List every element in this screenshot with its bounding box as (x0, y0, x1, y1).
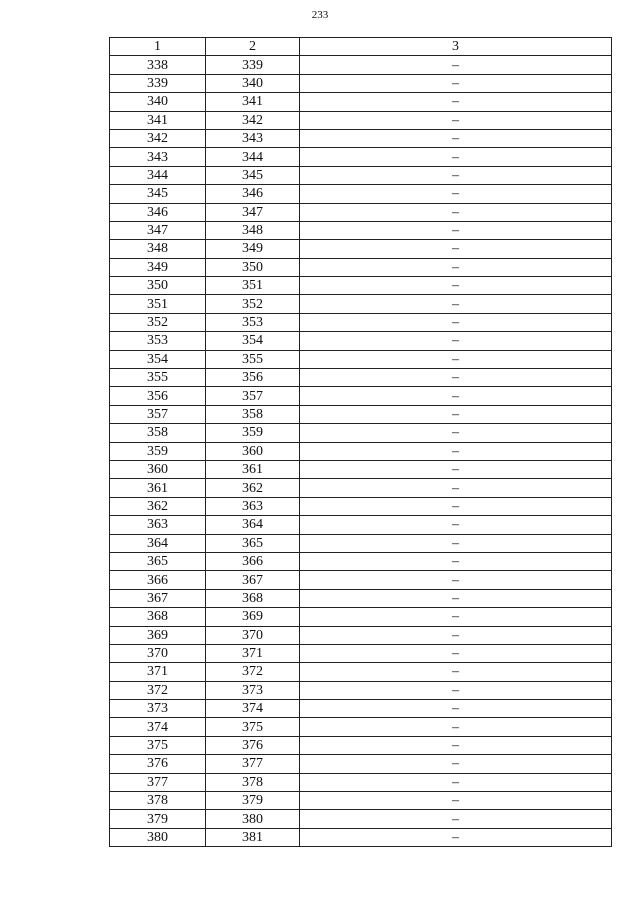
table-cell-col-2: 348 (206, 221, 300, 239)
table-cell-col-2: 347 (206, 203, 300, 221)
table-cell-col-2: 377 (206, 755, 300, 773)
table-row (110, 203, 612, 221)
table-cell-col-3: – (300, 497, 612, 515)
table-cell-col-1: 375 (110, 736, 206, 754)
table-row (110, 185, 612, 203)
table-cell-col-2: 357 (206, 387, 300, 405)
table-cell-col-2: 339 (206, 56, 300, 74)
table-row (110, 277, 612, 295)
table-cell-col-1: 340 (110, 93, 206, 111)
table-cell-col-1: 357 (110, 405, 206, 423)
table-row (110, 56, 612, 74)
table-cell-col-2: 353 (206, 313, 300, 331)
table-row (110, 313, 612, 331)
page-number: 233 (311, 9, 329, 21)
table-row (110, 369, 612, 387)
table-cell-col-2: 372 (206, 663, 300, 681)
table-cell-col-2: 343 (206, 129, 300, 147)
table-cell-col-2: 354 (206, 332, 300, 350)
table-cell-col-1: 352 (110, 313, 206, 331)
table-row (110, 718, 612, 736)
table-cell-col-2: 366 (206, 552, 300, 570)
table-body (110, 56, 612, 847)
table-cell-col-3: – (300, 479, 612, 497)
table-row (110, 626, 612, 644)
table-cell-col-3: – (300, 626, 612, 644)
table-cell-col-1: 348 (110, 240, 206, 258)
table-cell-col-3: – (300, 442, 612, 460)
table-cell-col-1: 351 (110, 295, 206, 313)
table-cell-col-3: – (300, 240, 612, 258)
table-row (110, 111, 612, 129)
table-row (110, 773, 612, 791)
column-header-1: 1 (110, 38, 206, 56)
table-cell-col-3: – (300, 405, 612, 423)
table-cell-col-2: 365 (206, 534, 300, 552)
table-cell-col-2: 359 (206, 424, 300, 442)
table-cell-col-3: – (300, 369, 612, 387)
table-cell-col-2: 350 (206, 258, 300, 276)
table-row (110, 681, 612, 699)
table-cell-col-2: 358 (206, 405, 300, 423)
table-row (110, 516, 612, 534)
table-cell-col-3: – (300, 221, 612, 239)
table-cell-col-3: – (300, 424, 612, 442)
table-row (110, 828, 612, 846)
table-cell-col-2: 360 (206, 442, 300, 460)
table-cell-col-3: – (300, 203, 612, 221)
table-cell-col-3: – (300, 74, 612, 92)
table-cell-col-2: 375 (206, 718, 300, 736)
table-cell-col-2: 346 (206, 185, 300, 203)
table-cell-col-3: – (300, 185, 612, 203)
table-cell-col-1: 360 (110, 460, 206, 478)
table-row (110, 736, 612, 754)
table-cell-col-2: 367 (206, 571, 300, 589)
table-row (110, 148, 612, 166)
data-table (109, 37, 612, 847)
table-cell-col-2: 349 (206, 240, 300, 258)
table-cell-col-2: 379 (206, 792, 300, 810)
table-row (110, 608, 612, 626)
table-cell-col-3: – (300, 755, 612, 773)
header-row (110, 38, 612, 56)
table-row (110, 460, 612, 478)
table-cell-col-1: 339 (110, 74, 206, 92)
column-header-3: 3 (300, 38, 612, 56)
table-cell-col-1: 372 (110, 681, 206, 699)
table-cell-col-3: – (300, 350, 612, 368)
table-row (110, 166, 612, 184)
table-cell-col-2: 378 (206, 773, 300, 791)
table-cell-col-2: 344 (206, 148, 300, 166)
table-cell-col-3: – (300, 277, 612, 295)
table-cell-col-2: 369 (206, 608, 300, 626)
table-cell-col-1: 349 (110, 258, 206, 276)
table-cell-col-3: – (300, 93, 612, 111)
table-cell-col-3: – (300, 258, 612, 276)
table-cell-col-2: 352 (206, 295, 300, 313)
table-row (110, 792, 612, 810)
table-cell-col-2: 356 (206, 369, 300, 387)
table-cell-col-1: 364 (110, 534, 206, 552)
table-cell-col-3: – (300, 534, 612, 552)
table-row (110, 497, 612, 515)
table-row (110, 258, 612, 276)
table-cell-col-1: 374 (110, 718, 206, 736)
table-cell-col-1: 345 (110, 185, 206, 203)
table-cell-col-1: 377 (110, 773, 206, 791)
table-cell-col-3: – (300, 773, 612, 791)
table-cell-col-1: 344 (110, 166, 206, 184)
table-cell-col-3: – (300, 56, 612, 74)
table-cell-col-3: – (300, 552, 612, 570)
table-row (110, 700, 612, 718)
table-cell-col-2: 371 (206, 644, 300, 662)
table-cell-col-2: 368 (206, 589, 300, 607)
table-cell-col-2: 345 (206, 166, 300, 184)
table-cell-col-2: 364 (206, 516, 300, 534)
table-row (110, 93, 612, 111)
table-cell-col-3: – (300, 166, 612, 184)
table-cell-col-1: 350 (110, 277, 206, 295)
table-row (110, 755, 612, 773)
table-cell-col-1: 359 (110, 442, 206, 460)
table-cell-col-3: – (300, 295, 612, 313)
table-cell-col-1: 378 (110, 792, 206, 810)
table-cell-col-3: – (300, 681, 612, 699)
table-cell-col-3: – (300, 516, 612, 534)
table-row (110, 534, 612, 552)
table-row (110, 332, 612, 350)
table-row (110, 442, 612, 460)
table-row (110, 405, 612, 423)
table-cell-col-1: 347 (110, 221, 206, 239)
table-cell-col-3: – (300, 663, 612, 681)
column-header-2: 2 (206, 38, 300, 56)
table-cell-col-1: 366 (110, 571, 206, 589)
table-row (110, 295, 612, 313)
table-cell-col-1: 367 (110, 589, 206, 607)
table-cell-col-3: – (300, 608, 612, 626)
table-cell-col-2: 351 (206, 277, 300, 295)
table-cell-col-1: 379 (110, 810, 206, 828)
table-cell-col-3: – (300, 718, 612, 736)
table-cell-col-1: 361 (110, 479, 206, 497)
table-cell-col-1: 363 (110, 516, 206, 534)
table-cell-col-1: 362 (110, 497, 206, 515)
table-cell-col-1: 365 (110, 552, 206, 570)
table-cell-col-3: – (300, 810, 612, 828)
table-row (110, 589, 612, 607)
table-row (110, 221, 612, 239)
table-row (110, 810, 612, 828)
table-cell-col-3: – (300, 571, 612, 589)
table-cell-col-1: 354 (110, 350, 206, 368)
table-cell-col-2: 380 (206, 810, 300, 828)
table-cell-col-3: – (300, 332, 612, 350)
table-cell-col-1: 346 (110, 203, 206, 221)
table-row (110, 663, 612, 681)
table-cell-col-2: 340 (206, 74, 300, 92)
table-row (110, 387, 612, 405)
table-cell-col-1: 376 (110, 755, 206, 773)
table-cell-col-2: 373 (206, 681, 300, 699)
table-row (110, 74, 612, 92)
table-cell-col-2: 376 (206, 736, 300, 754)
table-row (110, 552, 612, 570)
table-row (110, 571, 612, 589)
table-cell-col-3: – (300, 148, 612, 166)
table-cell-col-2: 342 (206, 111, 300, 129)
table-row (110, 350, 612, 368)
table-cell-col-1: 373 (110, 700, 206, 718)
table-cell-col-3: – (300, 644, 612, 662)
table-row (110, 129, 612, 147)
table-cell-col-3: – (300, 111, 612, 129)
table-row (110, 479, 612, 497)
table-row (110, 424, 612, 442)
table-cell-col-1: 342 (110, 129, 206, 147)
table-cell-col-1: 356 (110, 387, 206, 405)
table-cell-col-2: 362 (206, 479, 300, 497)
table-cell-col-2: 381 (206, 828, 300, 846)
table-cell-col-2: 341 (206, 93, 300, 111)
table-row (110, 644, 612, 662)
table-cell-col-2: 363 (206, 497, 300, 515)
table-cell-col-3: – (300, 387, 612, 405)
table-cell-col-1: 338 (110, 56, 206, 74)
table-cell-col-1: 353 (110, 332, 206, 350)
table-cell-col-1: 355 (110, 369, 206, 387)
table-cell-col-1: 371 (110, 663, 206, 681)
table-cell-col-1: 368 (110, 608, 206, 626)
table-cell-col-3: – (300, 313, 612, 331)
table-cell-col-1: 380 (110, 828, 206, 846)
table-cell-col-3: – (300, 589, 612, 607)
table-cell-col-3: – (300, 129, 612, 147)
table-row (110, 240, 612, 258)
table-cell-col-1: 370 (110, 644, 206, 662)
table-cell-col-2: 355 (206, 350, 300, 368)
table-cell-col-3: – (300, 792, 612, 810)
table-cell-col-2: 370 (206, 626, 300, 644)
table-cell-col-3: – (300, 460, 612, 478)
table-cell-col-1: 341 (110, 111, 206, 129)
table-cell-col-1: 343 (110, 148, 206, 166)
table-cell-col-1: 369 (110, 626, 206, 644)
table-cell-col-3: – (300, 736, 612, 754)
table-cell-col-3: – (300, 828, 612, 846)
table-cell-col-1: 358 (110, 424, 206, 442)
table-cell-col-2: 374 (206, 700, 300, 718)
table-cell-col-2: 361 (206, 460, 300, 478)
table-cell-col-3: – (300, 700, 612, 718)
